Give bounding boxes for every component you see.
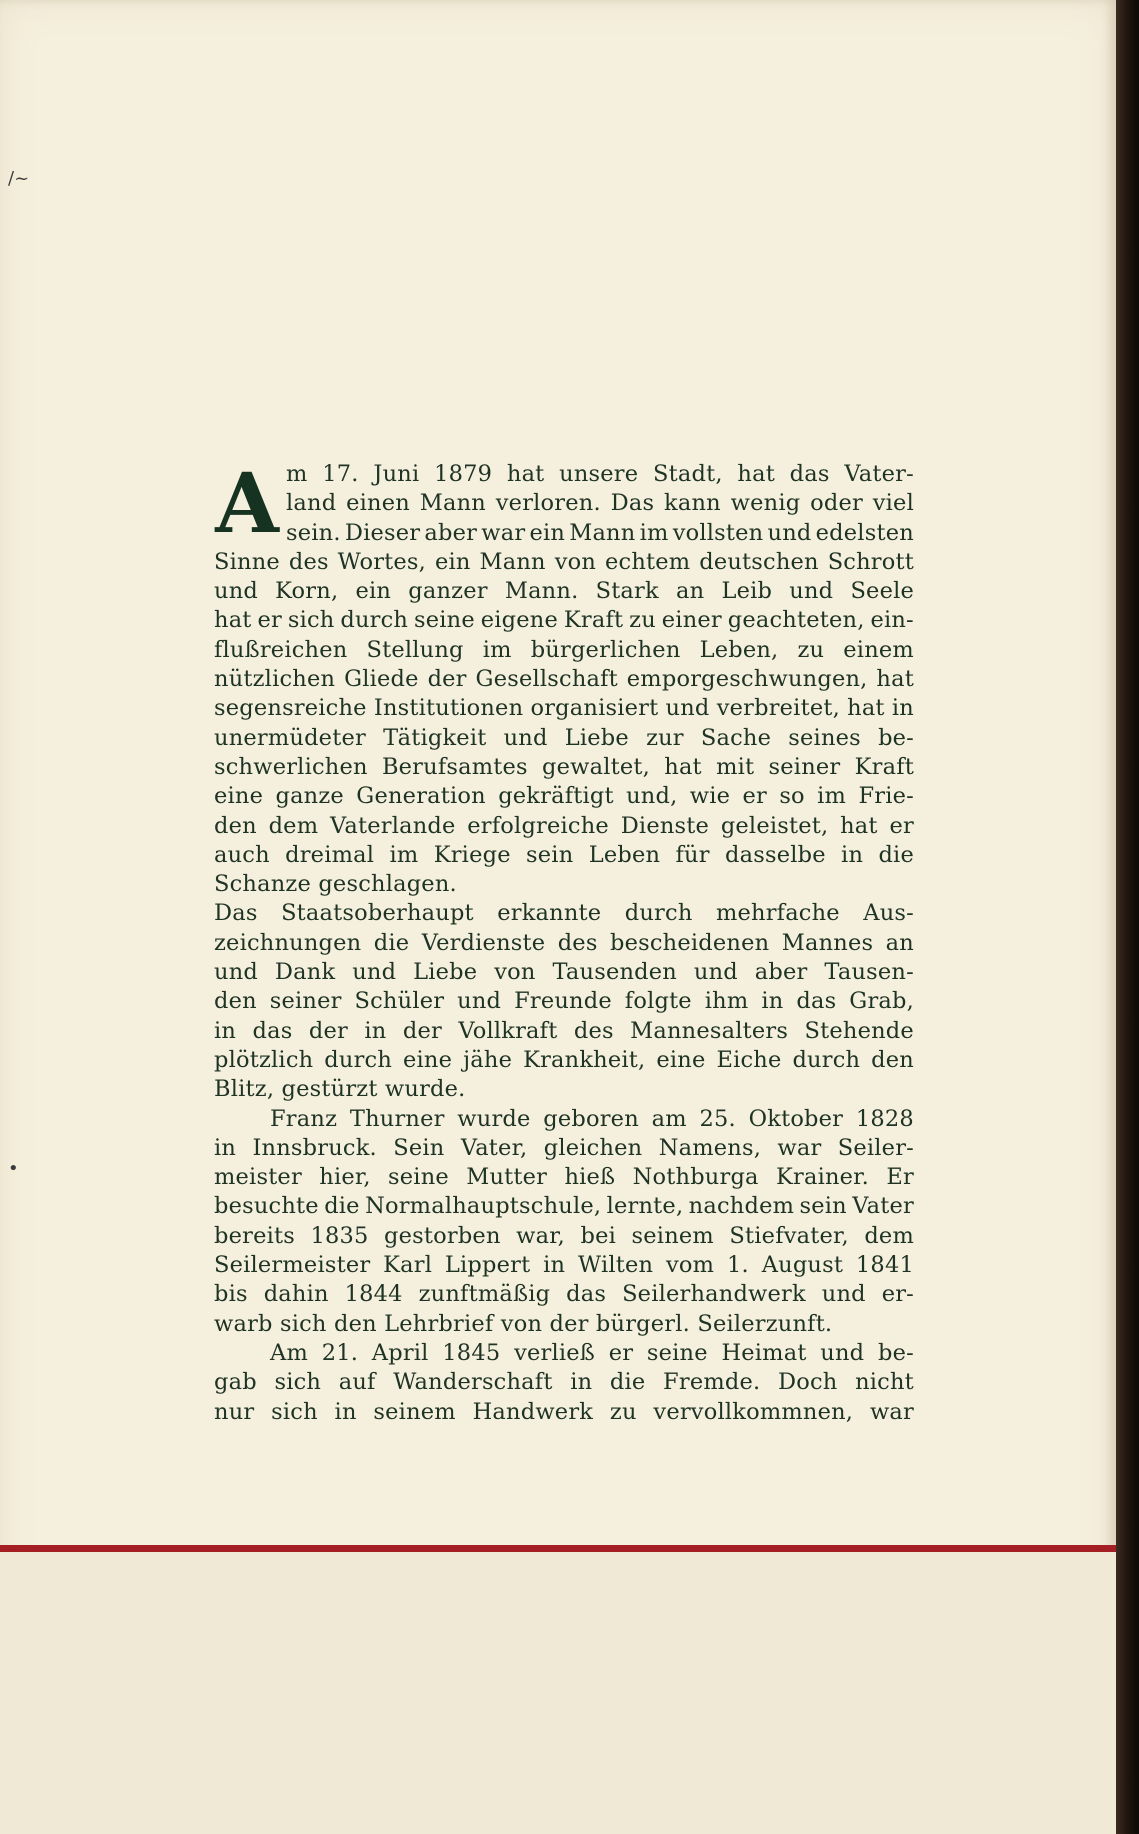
text-line: auch dreimal im Kriege sein Leben für dasselbe in die	[214, 841, 914, 868]
text-line: bereits 1835 gestorben war, bei seinem Stiefvater, dem	[214, 1222, 914, 1249]
text-line: Seilermeister Karl Lippert in Wilten vom 1. August 1841	[214, 1252, 914, 1279]
text-line: nur sich in seinem Handwerk zu vervollkommnen, war	[214, 1398, 914, 1425]
text-line: Am 21. April 1845 verließ er seine Heimat und be-	[270, 1339, 914, 1366]
text-line: besuchte die Normalhauptschule, lernte, nachdem sein Vater	[214, 1193, 914, 1220]
text-line: in Innsbruck. Sein Vater, gleichen Namens, war Seiler-	[214, 1134, 914, 1161]
text-line: land einen Mann verloren. Das kann wenig oder viel	[286, 490, 914, 517]
text-line: in das der in der Vollkraft des Mannesalters Stehende	[214, 1017, 914, 1044]
text-line: Sinne des Wortes, ein Mann von echtem deutschen Schrott	[214, 548, 914, 575]
book-spine-edge	[1116, 0, 1139, 1834]
text-line: und Korn, ein ganzer Mann. Stark an Leib und Seele	[214, 578, 914, 605]
text-line: nützlichen Gliede der Gesellschaft emporgeschwungen, hat	[214, 666, 914, 693]
text-line: bis dahin 1844 zunftmäßig das Seilerhandwerk und er-	[214, 1281, 914, 1308]
text-line: flußreichen Stellung im bürgerlichen Leben, zu einem	[214, 636, 914, 663]
margin-mark: •	[8, 1158, 19, 1179]
margin-mark: /~	[8, 168, 30, 189]
body-text	[214, 456, 914, 1427]
text-line: Das Staatsoberhaupt erkannte durch mehrfache Aus-	[214, 900, 914, 927]
text-line: m 17. Juni 1879 hat unsere Stadt, hat das Vater-	[286, 461, 914, 487]
text-line: Schanze geschlagen.	[214, 871, 457, 898]
text-line: und Dank und Liebe von Tausenden und aber Tausen-	[214, 959, 914, 986]
text-line: sein. Dieser aber war ein Mann im vollsten und edelsten	[286, 519, 914, 546]
text-line: gab sich auf Wanderschaft in die Fremde. Doch nicht	[214, 1369, 914, 1396]
text-line: segensreiche Institutionen organisiert und verbreitet, hat in	[214, 695, 914, 722]
text-line: plötzlich durch eine jähe Krankheit, eine Eiche durch den	[214, 1046, 914, 1073]
text-line: eine ganze Generation gekräftigt und, wie er so im Frie-	[214, 783, 914, 810]
text-line: den dem Vaterlande erfolgreiche Dienste geleistet, hat er	[214, 812, 914, 839]
text-line: hat er sich durch seine eigene Kraft zu einer geachteten, ein-	[214, 607, 914, 634]
text-line: den seiner Schüler und Freunde folgte ihm in das Grab,	[214, 988, 914, 1015]
red-edge-line	[0, 1545, 1116, 1552]
drop-cap-letter: A	[215, 456, 279, 552]
text-line: schwerlichen Berufsamtes gewaltet, hat mit seiner Kraft	[214, 753, 914, 780]
lower-page-area	[0, 1552, 1116, 1834]
text-line: meister hier, seine Mutter hieß Nothburga Krainer. Er	[214, 1164, 914, 1191]
text-line: warb sich den Lehrbrief von der bürgerl. Seilerzunft.	[214, 1310, 833, 1337]
text-line: Blitz, gestürzt wurde.	[214, 1076, 466, 1103]
text-line: unermüdeter Tätigkeit und Liebe zur Sache seines be-	[214, 724, 914, 751]
text-line: Franz Thurner wurde geboren am 25. Oktober 1828	[270, 1105, 914, 1132]
text-line: zeichnungen die Verdienste des bescheidenen Mannes an	[214, 929, 914, 956]
